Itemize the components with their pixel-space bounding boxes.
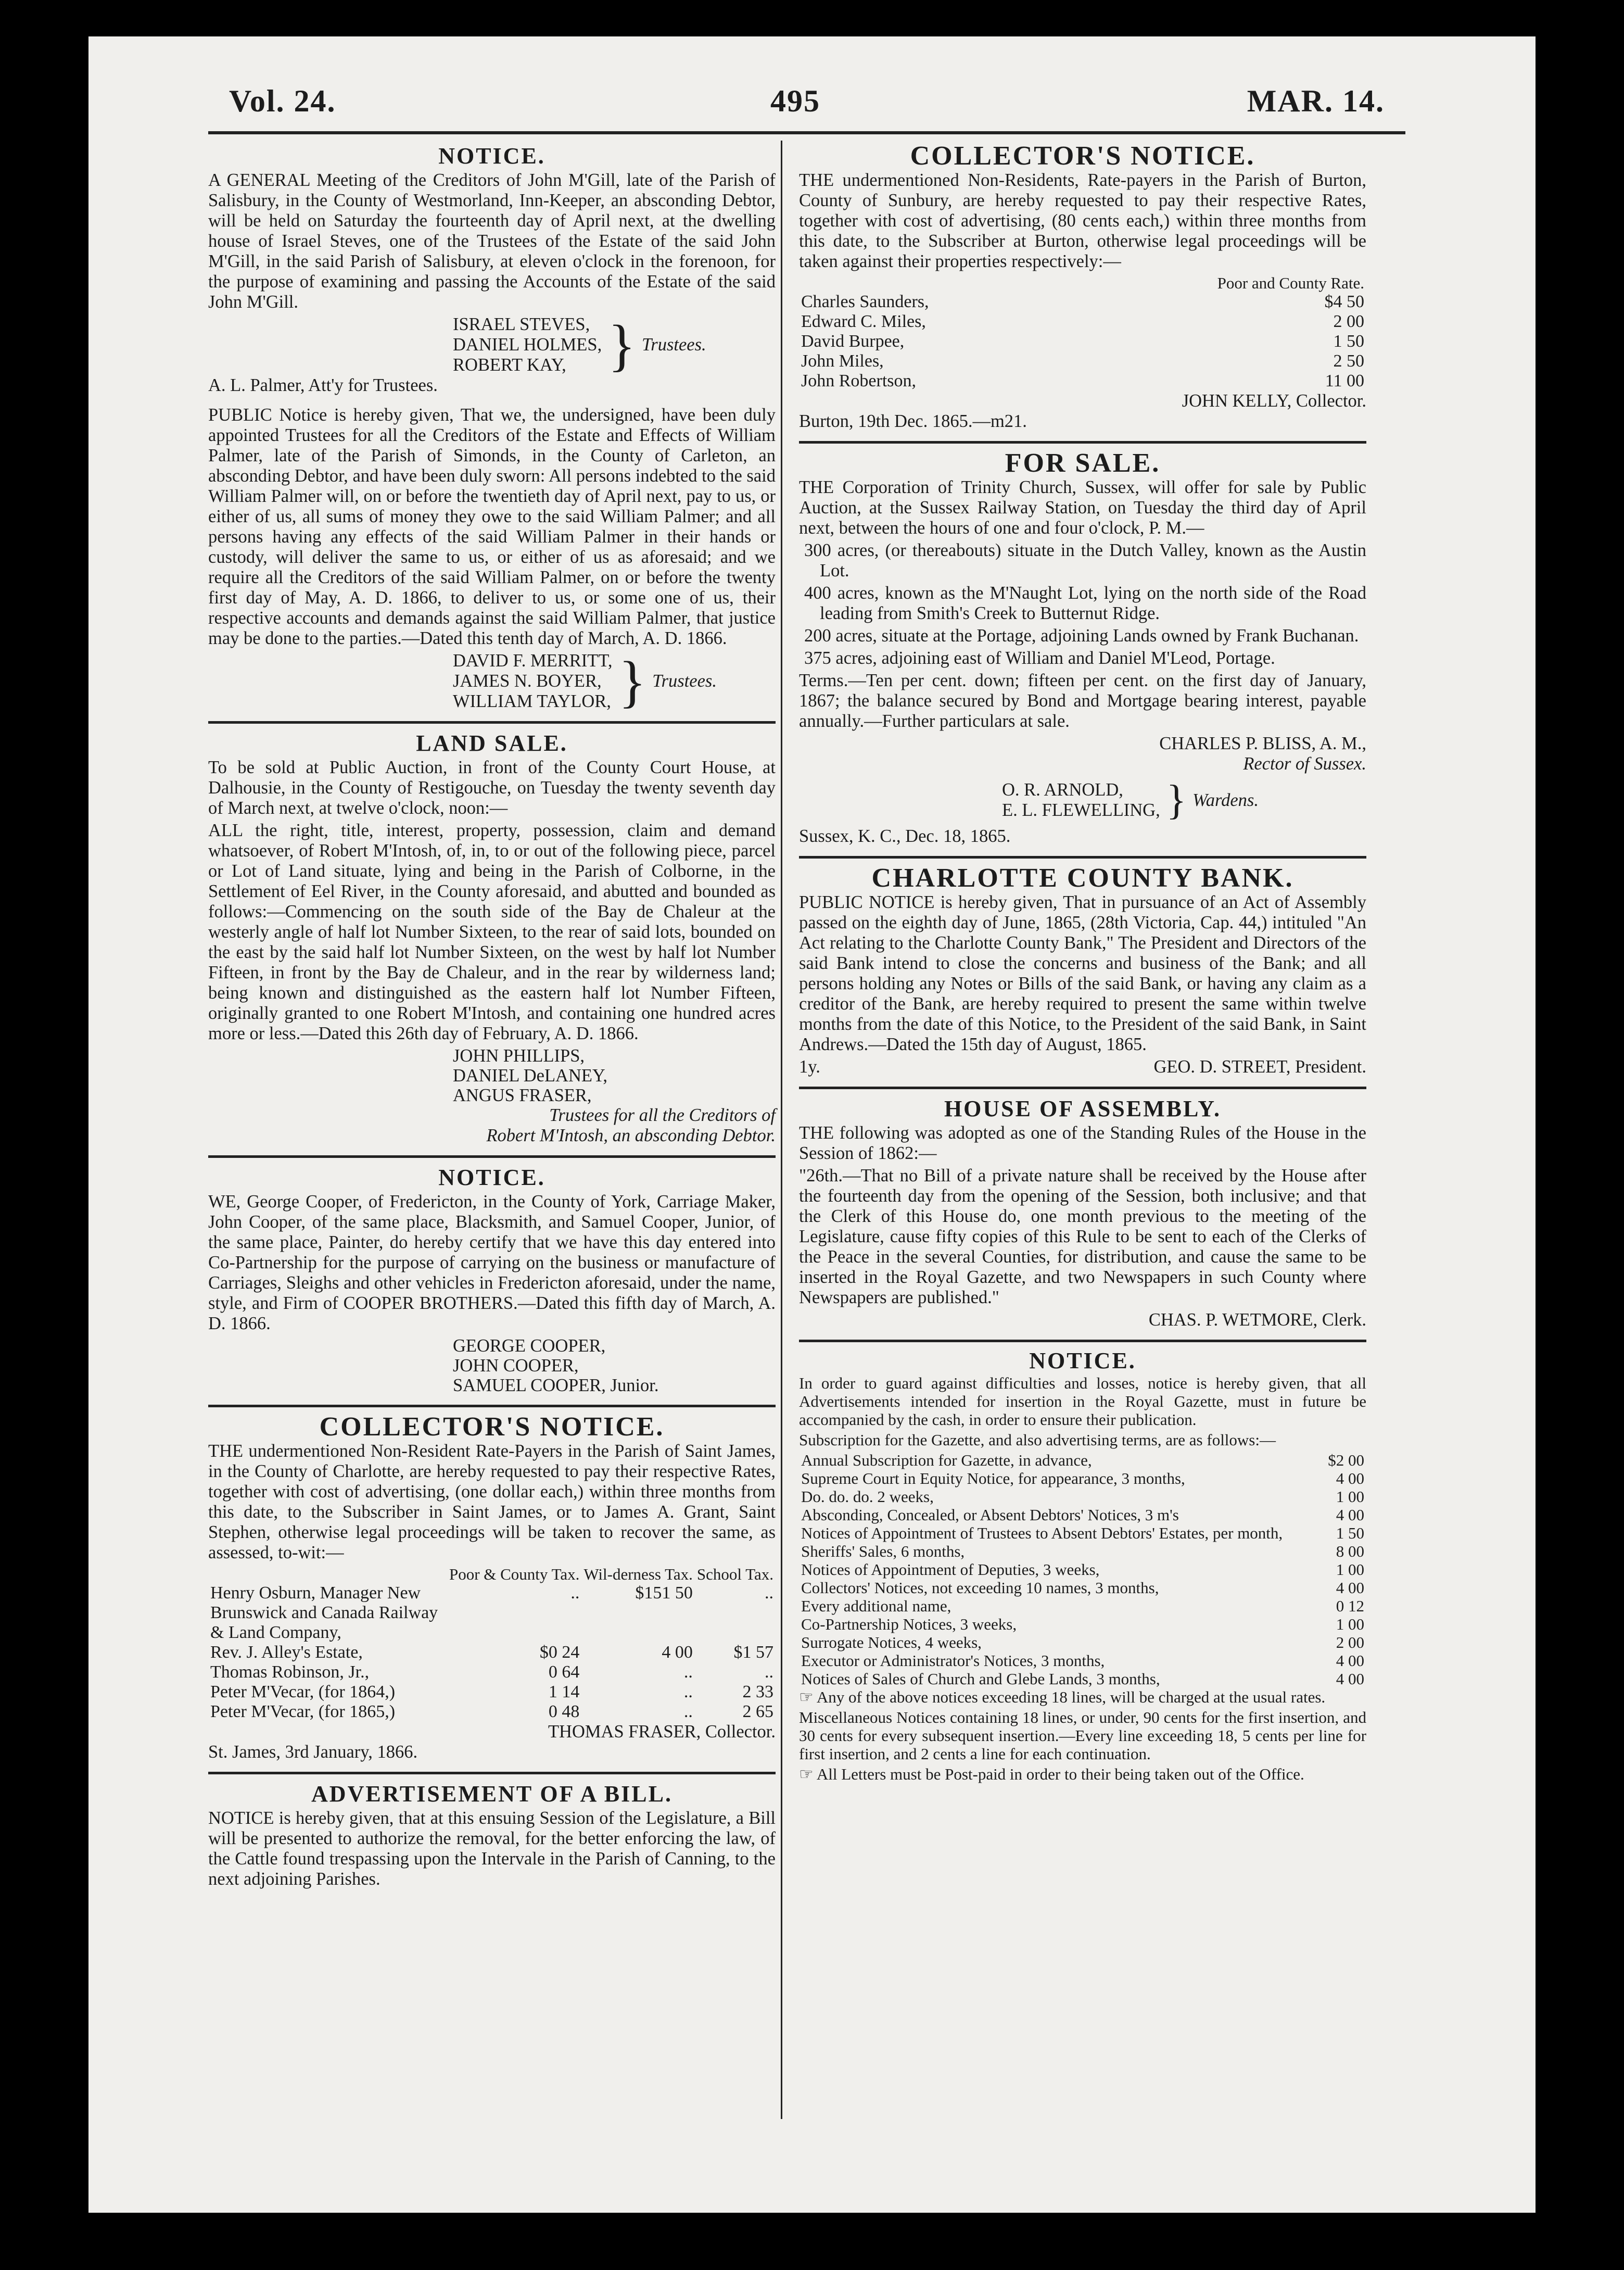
collector-notice-burton (799, 141, 1366, 432)
rate-value: 1 50 (1336, 1524, 1364, 1542)
signer: WILLIAM TAYLOR, (453, 691, 611, 711)
signer-role: Trustees. (652, 671, 717, 691)
signer: SAMUEL COOPER, Junior. (453, 1376, 659, 1395)
table-row (799, 1560, 1366, 1579)
table-row (799, 1633, 1366, 1651)
cell: .. (683, 1682, 693, 1701)
warden-signatures (1002, 774, 1366, 826)
signer: ISRAEL STEVES, (453, 314, 590, 334)
rate-label: Executor or Administrator's Notices, 3 months, (801, 1651, 1105, 1670)
rate-label: Supreme Court in Equity Notice, for appearance, 3 months, (801, 1469, 1185, 1487)
section-rule (208, 1772, 776, 1774)
rector-role: Rector of Sussex. (1243, 754, 1366, 774)
column-header: School Tax. (696, 1565, 773, 1583)
table-row (799, 1651, 1366, 1670)
cell: .. (570, 1583, 580, 1603)
assembly-rule: "26th.—That no Bill of a private nature shall be received by the House after the fourteenth day from the opening of the Session, both inclusive; and that the Clerk of this House do, one month previous to the meeting of the Legislature, cause fifty copies of this Rule to be sent to each of the Clerks of the Peace in the several Counties, for distribution, and cause the same to be inserted in the Royal Gazette, and two Newspapers in such County where Newspapers are published." (799, 1166, 1366, 1307)
section-title: COLLECTOR'S NOTICE. (319, 1412, 665, 1442)
section-rule (799, 1087, 1366, 1089)
section-title: COLLECTOR'S NOTICE. (910, 141, 1255, 171)
row-name: John Robertson, (801, 371, 916, 390)
cell: 4 00 (662, 1643, 693, 1662)
table-header (208, 1565, 776, 1583)
left-column (208, 141, 776, 1899)
notice-text: All Letters must be Post-paid in order to their being taken out of the Office. (816, 1765, 1304, 1783)
table-row (799, 1615, 1366, 1633)
row-name: Peter M'Vecar, (for 1865,) (210, 1702, 396, 1721)
attorney-line: A. L. Palmer, Att'y for Trustees. (208, 375, 438, 395)
section-title: CHARLOTTE COUNTY BANK. (871, 863, 1294, 893)
rate-value: 8 00 (1336, 1542, 1364, 1560)
rate-label: Absconding, Concealed, or Absent Debtors' Notices, 3 m's (801, 1506, 1179, 1524)
section-title: FOR SALE. (1005, 448, 1161, 478)
rate-value: 0 12 (1336, 1597, 1364, 1615)
column-header: Poor and County Rate. (1217, 274, 1364, 292)
table-row (799, 1579, 1366, 1597)
notice-body: WE, George Cooper, of Fredericton, in the County of York, Carriage Maker, John Cooper, of the same place, Blacksmith, and Samuel Cooper, Junior, of the same place, Painter, do hereby certify that we have this day entered into Co-Partnership for the purpose of carrying on the business or manufacture of Carriages, Sleighs and other vehicles in Fredericton aforesaid, under the name, style, and Firm of COOPER BROTHERS.—Dated this fifth day of March, A. D. 1866. (208, 1192, 776, 1333)
bill-advertisement (208, 1781, 776, 1889)
rate-value: 4 00 (1336, 1579, 1364, 1597)
notice-paragraph: Miscellaneous Notices containing 18 lines, or under, 90 cents for the first insertion, and 30 cents for every subsequent insertion.—Every line exceeding 18, 5 cents per line for first insertion, and 2 cents a line for each continuation. (799, 1708, 1366, 1763)
cell: .. (683, 1662, 693, 1682)
partner-signatures (453, 1336, 776, 1395)
cell: .. (765, 1583, 773, 1603)
charlotte-county-bank (799, 863, 1366, 1077)
rate-value: 4 00 (1336, 1506, 1364, 1524)
right-column (799, 141, 1366, 1793)
section-title: NOTICE. (438, 143, 545, 169)
volume-label: Vol. 24. (229, 84, 336, 118)
dated-line: St. James, 3rd January, 1866. (208, 1742, 418, 1762)
bank-signer: GEO. D. STREET, President. (1153, 1057, 1366, 1077)
signer: ANGUS FRASER, (453, 1086, 592, 1105)
rates-table (799, 274, 1366, 391)
column-header: Wil-derness Tax. (583, 1565, 693, 1583)
assembly-intro: THE following was adopted as one of the Standing Rules of the House in the Session of 1862:— (799, 1123, 1366, 1163)
cell: $151 50 (635, 1583, 693, 1603)
column-header: Poor & County Tax. (449, 1565, 580, 1583)
signer: DANIEL DeLANEY, (453, 1066, 608, 1086)
row-name: Thomas Robinson, Jr., (210, 1662, 370, 1682)
signer: ROBERT KAY, (453, 355, 566, 375)
sale-terms: Terms.—Ten per cent. down; fifteen per cent. on the first day of January, 1867; the balance secured by Bond and Mortgage bearing interest, payable annually.—Further particulars at sale. (799, 671, 1366, 731)
signer: DANIEL HOLMES, (453, 335, 602, 355)
cell: 1 50 (1333, 332, 1364, 351)
cell: 2 33 (742, 1682, 773, 1701)
table-row (799, 1542, 1366, 1560)
sale-intro: To be sold at Public Auction, in front of the County Court House, at Dalhousie, in the County of Restigouche, on Tuesday the twenty seventh day of March next, at twelve o'clock, noon:— (208, 758, 776, 818)
rates-table (208, 1565, 776, 1722)
notice-palmer (208, 405, 776, 712)
pointing-hand-icon: ☞ (799, 1765, 817, 1783)
rate-label: Notices of Appointment of Deputies, 3 weeks, (801, 1560, 1100, 1579)
cell: $4 50 (1324, 292, 1364, 311)
rate-label: Collectors' Notices, not exceeding 10 names, 3 months, (801, 1579, 1159, 1597)
table-row (799, 1487, 1366, 1506)
table-row (208, 1662, 776, 1682)
insertion-mark: 1y. (799, 1057, 820, 1077)
signer: DAVID F. MERRITT, (453, 651, 613, 671)
signer: O. R. ARNOLD, (1002, 780, 1123, 800)
gazette-terms-notice (799, 1348, 1366, 1783)
section-title: ADVERTISEMENT OF A BILL. (311, 1781, 673, 1807)
section-title: NOTICE. (1029, 1348, 1136, 1373)
table-row (799, 1670, 1366, 1688)
section-rule (799, 441, 1366, 444)
rate-label: Notices of Sales of Church and Glebe Lands, 3 months, (801, 1670, 1160, 1688)
table-row (799, 312, 1366, 332)
table-row (799, 1469, 1366, 1487)
section-rule (208, 1405, 776, 1407)
notice-body: NOTICE is hereby given, that at this ensuing Session of the Legislature, a Bill will be presented to authorize the removal, for the better enforcing the law, of the Cattle found trespassing upon the Intervale in the Parish of Canning, to the next adjoining Parishes. (208, 1808, 776, 1889)
rate-value: 1 00 (1336, 1615, 1364, 1633)
signer: GEORGE COOPER, (453, 1336, 606, 1356)
sale-item: 375 acres, adjoining east of William and Daniel M'Leod, Portage. (804, 648, 1275, 668)
row-name: David Burpee, (801, 332, 905, 351)
notice-paragraph (799, 1688, 1366, 1706)
table-row (799, 1597, 1366, 1615)
notice-body: PUBLIC NOTICE is hereby given, That in pursuance of an Act of Assembly passed on the eighth day of June, 1865, (28th Victoria, Cap. 44,) intituled "An Act relating to the Charlotte County Bank," The President and Directors of the said Bank intend to close the concerns and business of the Bank; and all persons holding any Notes or Bills of the said Bank, or having any claim as a creditor of the Bank, are hereby required to present the same within twelve months from the date of this Notice, to the President of the said Bank, in Saint Andrews.—Dated the 15th day of August, 1865. (799, 892, 1366, 1054)
cell: 2 50 (1333, 351, 1364, 371)
clerk-signer: CHAS. P. WETMORE, Clerk. (1148, 1310, 1366, 1330)
brace-glyph: } (608, 313, 636, 377)
page-number: 495 (770, 84, 820, 118)
dated-line: Sussex, K. C., Dec. 18, 1865. (799, 826, 1011, 846)
section-rule (208, 1155, 776, 1158)
cell: 0 48 (548, 1702, 580, 1721)
cell: .. (765, 1662, 773, 1682)
table-row (799, 1451, 1366, 1469)
cell: 0 64 (548, 1662, 580, 1682)
signer-role: Trustees for all the Creditors of (549, 1105, 776, 1125)
rector-signer: CHARLES P. BLISS, A. M., (1159, 734, 1366, 753)
rate-value: 4 00 (1336, 1469, 1364, 1487)
section-rule (799, 856, 1366, 859)
table-row (208, 1583, 776, 1643)
notice-text: Any of the above notices exceeding 18 lines, will be charged at the usual rates. (816, 1688, 1326, 1706)
rate-label: Annual Subscription for Gazette, in advance, (801, 1451, 1092, 1469)
advertising-rates-table (799, 1451, 1366, 1688)
collector-notice-saint-james (208, 1412, 776, 1762)
sale-item: 300 acres, (or thereabouts) situate in the Dutch Valley, known as the Austin Lot. (804, 540, 1366, 581)
sale-body: ALL the right, title, interest, property, possession, claim and demand whatsoever, of Robert M'Intosh, of, in, to or out of the following piece, parcel or Lot of Land situate, lying and being in the Parish of Colborne, in the Settlement of Eel River, in the County aforesaid, and abutted and bounded as follows:—Commencing on the south side of the Bay de Chaleur at the westerly angle of half lot Number Sixteen, to the rear of said lots, bounded on the east by the said half lot Number Sixteen, on the west by half lot Number Fifteen, in front by the Bay de Chaleur, and in the rear by wilderness land; being known and distinguished as the eastern half lot Number Fifteen, originally granted to one Robert M'Intosh, and containing one hundred acres more or less.—Dated this 26th day of February, A. D. 1866. (208, 821, 776, 1043)
section-rule (799, 1340, 1366, 1342)
cell: 1 14 (548, 1682, 580, 1701)
sale-item: 200 acres, situate at the Portage, adjoining Lands owned by Frank Buchanan. (804, 626, 1359, 646)
signer-role: Wardens. (1192, 790, 1259, 810)
column-divider (781, 141, 782, 2119)
issue-date: MAR. 14. (1247, 84, 1385, 118)
signer: JOHN COOPER, (453, 1356, 579, 1376)
rate-label: Sheriffs' Sales, 6 months, (801, 1542, 965, 1560)
header-rule (208, 131, 1405, 134)
rate-value: 2 00 (1336, 1633, 1364, 1651)
gazette-page (88, 36, 1536, 2213)
cell: 2 00 (1333, 312, 1364, 331)
row-name: Edward C. Miles, (801, 312, 926, 331)
notice-mcgill (208, 143, 776, 396)
signer: JOHN PHILLIPS, (453, 1046, 585, 1066)
notice-body: A GENERAL Meeting of the Creditors of John M'Gill, late of the Parish of Salisbury, in the County of Westmorland, Inn-Keeper, an absconding Debtor, will be held on Saturday the fourteenth day of April next, at the dwelling house of Israel Steves, one of the Trustees of the Estate of the said John M'Gill, in the said Parish of Salisbury, at eleven o'clock in the forenoon, for the purpose of examining and passing the Accounts of the Estate of the said John M'Gill. (208, 170, 776, 312)
section-title: NOTICE. (438, 1165, 545, 1190)
trustee-signatures (453, 651, 776, 712)
table-row (799, 351, 1366, 371)
trustee-signatures (453, 1046, 776, 1105)
notice-body: THE undermentioned Non-Residents, Rate-payers in the Parish of Burton, County of Sunbury, are hereby requested to pay their respective Rates, together with cost of advertising, (80 cents each,) within three months from this date, to the Subscriber at Burton, otherwise legal proceedings will be taken against their properties respectively:— (799, 170, 1366, 271)
brace-glyph: } (1166, 777, 1187, 823)
brace-glyph: } (618, 649, 646, 713)
signer: JAMES N. BOYER, (453, 671, 602, 691)
notice-paragraph: Subscription for the Gazette, and also advertising terms, are as follows:— (799, 1431, 1276, 1449)
rate-value: 1 00 (1336, 1560, 1364, 1579)
bank-signature-line (799, 1057, 1366, 1077)
signer-role: Trustees. (642, 335, 706, 355)
cell: 11 00 (1325, 371, 1364, 390)
rate-label: Surrogate Notices, 4 weeks, (801, 1633, 982, 1651)
cell: $1 57 (733, 1643, 773, 1662)
sale-item: 400 acres, known as the M'Naught Lot, lying on the north side of the Road leading from Smith's Creek to Butternut Ridge. (804, 583, 1366, 623)
table-row (208, 1643, 776, 1662)
table-row (208, 1682, 776, 1702)
notice-paragraph: In order to guard against difficulties and losses, notice is hereby given, that all Advertisements intended for insertion in the Royal Gazette, must in future be accompanied by the cash, in order to ensure their publication. (799, 1374, 1366, 1429)
table-row (799, 1524, 1366, 1542)
row-name: Peter M'Vecar, (for 1864,) (210, 1682, 396, 1701)
rate-value: 4 00 (1336, 1670, 1364, 1688)
dated-line: Burton, 19th Dec. 1865.—m21. (799, 411, 1027, 431)
notice-paragraph (799, 1765, 1366, 1783)
row-name: John Miles, (801, 351, 884, 371)
collector-signer: JOHN KELLY, Collector. (1182, 391, 1366, 411)
rate-label: Notices of Appointment of Trustees to Absent Debtors' Estates, per month, (801, 1524, 1283, 1542)
table-row (799, 292, 1366, 312)
table-row (208, 1702, 776, 1722)
pointing-hand-icon: ☞ (799, 1688, 817, 1706)
land-sale (208, 730, 776, 1146)
section-title: LAND SALE. (416, 730, 568, 756)
collector-signer: THOMAS FRASER, Collector. (548, 1722, 776, 1742)
cell: $0 24 (539, 1643, 580, 1662)
cell: .. (683, 1702, 693, 1721)
table-row (799, 332, 1366, 351)
table-row (799, 1506, 1366, 1524)
row-name: Rev. J. Alley's Estate, (210, 1643, 363, 1662)
rate-value: $2 00 (1328, 1451, 1364, 1469)
sale-body: THE Corporation of Trinity Church, Sussex, will offer for sale by Public Auction, at the Sussex Railway Station, on Tuesday the third day of April next, between the hours of one and four o'clock, P. M.— (799, 477, 1366, 538)
trustee-signatures (453, 314, 776, 375)
rate-value: 4 00 (1336, 1651, 1364, 1670)
rate-label: Do. do. do. 2 weeks, (801, 1487, 934, 1506)
house-of-assembly (799, 1096, 1366, 1330)
cell: 2 65 (742, 1702, 773, 1721)
row-name: Henry Osburn, Manager New Brunswick and Canada Railway & Land Company, (210, 1583, 438, 1642)
notice-cooper (208, 1167, 776, 1395)
rate-label: Every additional name, (801, 1597, 951, 1615)
notice-body: THE undermentioned Non-Resident Rate-Payers in the Parish of Saint James, in the County of Charlotte, are hereby requested to pay their respective Rates, together with cost of advertising, (one dollar each,) within three months from this date, to the Subscriber in Saint James, or to James A. Grant, Saint Stephen, otherwise legal proceedings will be taken to recover the same, as assessed, to-wit:— (208, 1441, 776, 1562)
row-name: Charles Saunders, (801, 292, 929, 311)
section-rule (208, 721, 776, 724)
signer: E. L. FLEWELLING, (1002, 800, 1160, 820)
notice-body: PUBLIC Notice is hereby given, That we, the undersigned, have been duly appointed Trustees for all the Creditors of the Estate and Effects of William Palmer, late of the Parish of Simonds, in the County of Carleton, an absconding Debtor, and have been duly sworn: All persons indebted to the said William Palmer will, on or before the twentieth day of April next, pay to us, or either of us, all sums of money they owe to the said William Palmer; and all persons having any effects of the said William Palmer in their hands or custody, will deliver the same to us, or either of us as aforesaid; and we require all the Creditors of the said William Palmer, on or before the twenty first day of May, A. D. 1866, to deliver to us, or some one of us, their respective accounts and demands against the said William Palmer, that justice may be done to the parties.—Dated this tenth day of March, A. D. 1866. (208, 405, 776, 648)
table-row (799, 371, 1366, 391)
signer-role: Robert M'Intosh, an absconding Debtor. (486, 1126, 776, 1145)
rate-label: Co-Partnership Notices, 3 weeks, (801, 1615, 1017, 1633)
section-title: HOUSE OF ASSEMBLY. (944, 1096, 1222, 1121)
for-sale (799, 448, 1366, 847)
rate-value: 1 00 (1336, 1487, 1364, 1506)
